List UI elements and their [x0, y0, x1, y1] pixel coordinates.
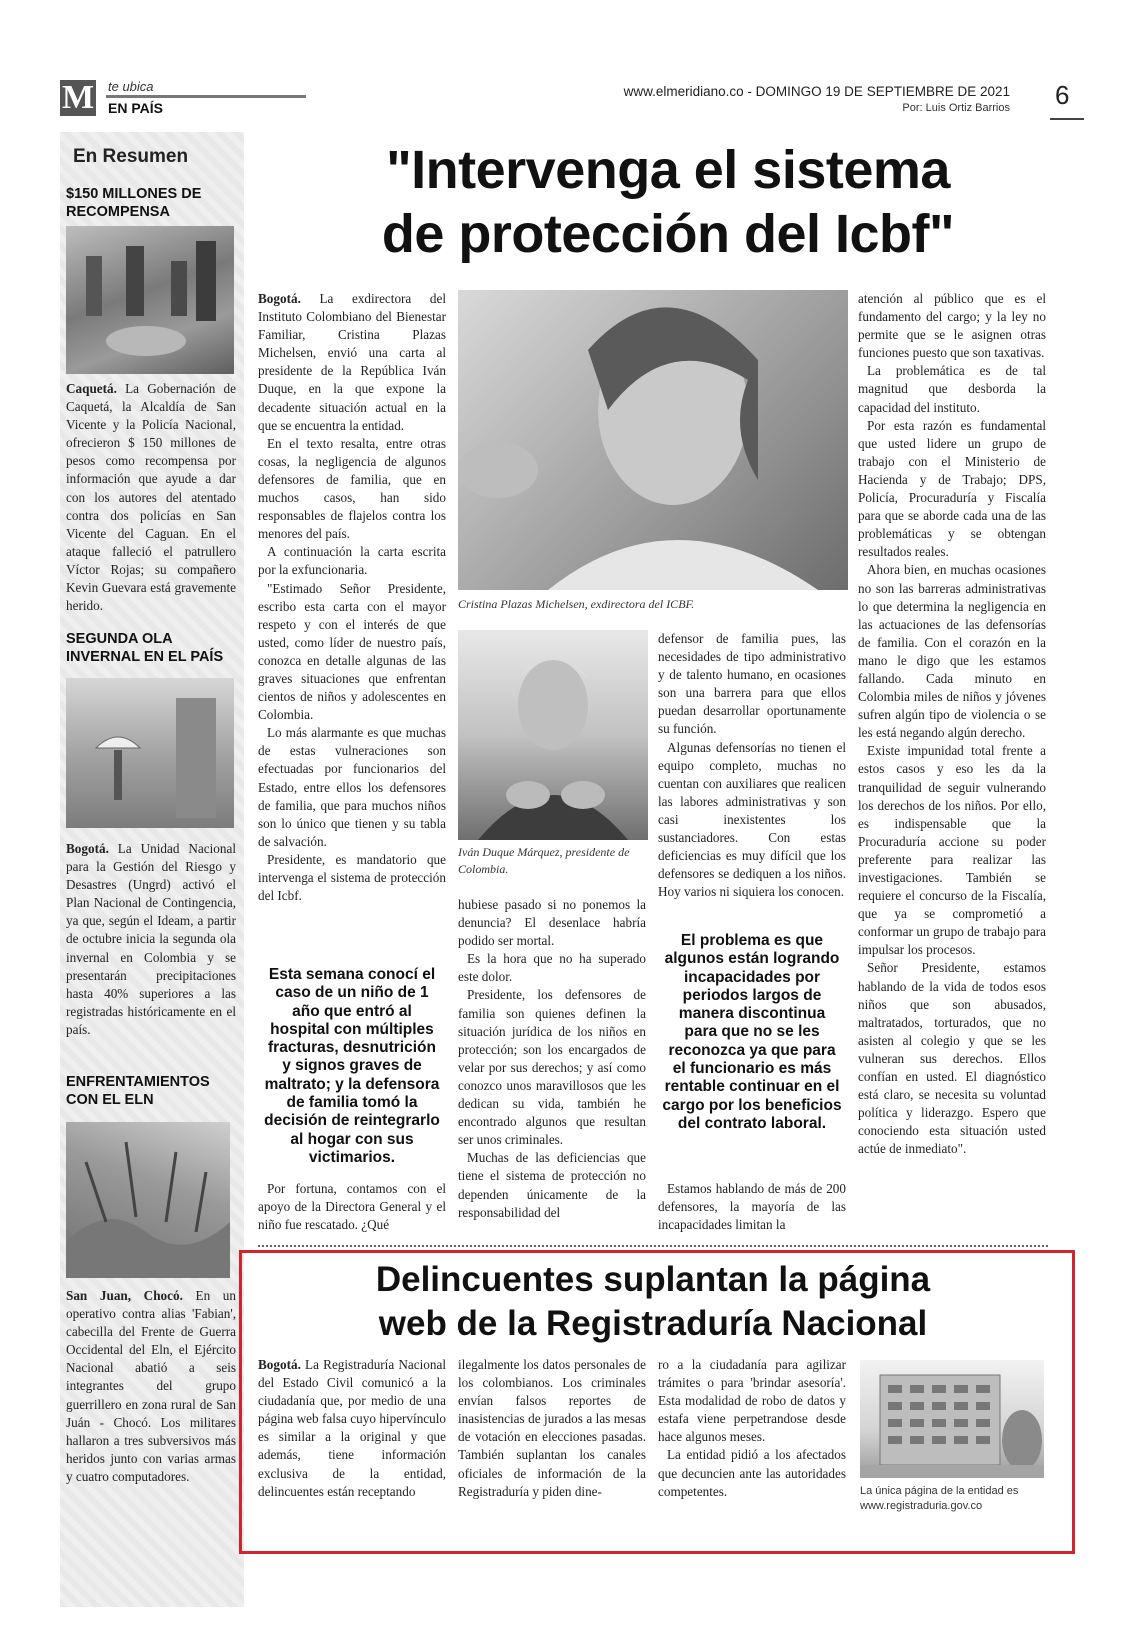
col3-para-1: defensor de familia pues, las necesidades de tipo administrativo y de talento humano, en ocasiones son una barrera para que ellos puedan desarrollar oportunamente su función. [658, 631, 846, 737]
col1-para-4: "Estimado Señor Presidente, escribo esta carta con el mayor respeto y con el interés de que usted, como líder de nuestro país, conozca en detalle algunas de las graves situaciones que enfrentan cientos de niños y adolescentes en Colombia. [258, 580, 446, 723]
sidebar-photo-crime-scene [66, 226, 234, 374]
byline: Por: Luis Ortiz Barrios [902, 102, 1010, 114]
col2-para-3: Presidente, los defensores de familia son quienes definen la situación jurídica de los niños en protección; son los encargados de velar por sus derechos; y así como conozco unos maravillosos que les dedican su vida, también he encontrado algunos que resultan ser unos criminales. [458, 987, 646, 1148]
page-number: 6 [1055, 80, 1070, 110]
second-col3-p2: La entidad pidió a los afectados que decuncien ante las autoridades competentes. [658, 1447, 846, 1499]
sidebar-photo-jungle [66, 1122, 230, 1278]
photo-cristina-caption: Cristina Plazas Michelsen, exdirectora del ICBF. [458, 597, 695, 611]
second-col1-text: La Registraduría Nacional del Estado Civil comunicó a la ciudadanía que, por medio de una página web falsa cuyo hipervínculo es similar a la original y que además, tiene información exclusiva de la entidad, delincuentes están receptando [258, 1357, 446, 1499]
sidebar-photo-rain [66, 678, 234, 828]
second-col1 [258, 1356, 446, 1501]
logo-letter: M [61, 79, 95, 116]
col4-para-1: atención al público que es el fundamento del cargo; y la ley no permite que se le asignen otras funciones puesto que son taxativas. [858, 291, 1046, 361]
second-col2-text: ilegalmente los datos personales de los colombianos. Los criminales envían falsos reportes de inasistencias de jurados a las mesas de votación en elecciones pasadas. También suplantan los canales oficiales de información de la Registraduría y piden dine- [458, 1357, 646, 1499]
col1-para-3: A continuación la carta escrita por la exfuncionaria. [258, 544, 446, 578]
sidebar-lead-3: San Juan, Chocó. [66, 1288, 183, 1303]
col4-para-5: Existe impunidad total frente a estos casos y eso les da la tranquilidad de seguir vulnerando los derechos de los niños. Por ello, es indispensable que la Procuraduría accione su poder preferente para realizar las investigaciones. También se requiere el concurso de la Fiscalía, que ya se comprometió a conformar un grupo de trabajo para impulsar los procesos. [858, 743, 1046, 958]
photo-cristina-plazas [458, 290, 848, 590]
masthead [0, 0, 1144, 125]
sidebar-text-3 [66, 1287, 236, 1486]
second-col3 [658, 1356, 846, 1501]
site-and-date: www.elmeridiano.co - DOMINGO 19 DE SEPTIEMBRE DE 2021 [623, 84, 1010, 99]
col4-para-4: Ahora bien, en muchas ocasiones no son las barreras administrativas lo que determina la negligencia en las actuaciones de las defensorías de familia. Con el corazón en la mano le digo que les estamos fallando. Cada minuto en Colombia miles de niños y jóvenes sufren algún tipo de violencia o se les está negando algún derecho. [858, 562, 1046, 741]
sidebar-heading-2: SEGUNDA OLA INVERNAL EN EL PAÍS [66, 631, 224, 665]
portrait-man-image [458, 630, 648, 840]
photo-registraduria-building [860, 1360, 1044, 1478]
sidebar-heading-1: $150 MILLONES DE RECOMPENSA [66, 186, 202, 220]
pull-quote-1: Esta semana conocí el caso de un niño de 1 año que entró al hospital con múltiples fracturas, desnutrición y signos graves de maltrato; y la defensora de familia tomó la decisión de reintegrarlo al hogar con sus victimarios. [264, 966, 440, 1166]
sidebar-text-1 [66, 380, 236, 615]
col3-tail: Estamos hablando de más de 200 defensores, la mayoría de las incapacidades limitan la [658, 1181, 846, 1233]
second-headline [258, 1258, 1048, 1346]
second-headline-line2: web de la Registraduría Nacional [378, 1304, 928, 1343]
second-lead: Bogotá. [258, 1357, 301, 1372]
sidebar-body-1: La Gobernación de Caquetá, la Alcaldía de San Vicente y la Policía Nacional, ofrecieron $ 150 millones de pesos como recompensa por información que ayude a dar con los autores del atentado contra dos policías en San Vicente del Caguan. En el ataque falleció el patrullero Víctor Rojas; su compañero Kevin Guevara está gravemente herido. [66, 381, 236, 614]
crime-scene-image [66, 226, 234, 374]
main-article-col2 [458, 896, 646, 1222]
col1-para-2: En el texto resalta, entre otras cosas, la negligencia de algunos defensores de familia, que en muchos casos, han sido responsables de flajelos contra los menores del país. [258, 435, 446, 542]
main-article-col1 [258, 290, 446, 905]
section-name: EN PAÍS [108, 100, 163, 116]
section-tagline: te ubica [108, 79, 154, 94]
pull-quote-2: El problema es que algunos están logrando incapacidades por periodos largos de manera discontinua para que no se les reconozca ya que para el funcionario es más rentable continuar en el cargo por los beneficios del contrato laboral. [662, 932, 842, 1132]
sidebar-heading-3: ENFRENTAMIENTOS CON EL ELN [66, 1074, 210, 1108]
second-col3-p1: ro a la ciudadanía para agilizar trámites o para 'brindar asesoría'. Esta modalidad de robo de datos y estafa viene perpetrandose desde hace algunos meses. [658, 1357, 846, 1445]
registraduria-caption-line1: La única página de la entidad es [860, 1485, 1019, 1497]
logo [60, 80, 96, 116]
second-headline-line1: Delincuentes suplantan la página [375, 1260, 931, 1299]
article-separator [258, 1245, 1048, 1247]
col4-para-3: Por esta razón es fundamental que usted lidere un grupo de trabajo con el Ministerio de Hacienda y de Trabajo; DPS, Policía, Procuraduría y Fiscalía para que se aborde cada una de las problemáticas y se obtengan resultados reales. [858, 417, 1046, 560]
photo-duque-caption: Iván Duque Márquez, presidente de Colombia. [458, 845, 630, 876]
rain-umbrella-image [66, 678, 234, 828]
col1-tail: Por fortuna, contamos con el apoyo de la Directora General y el niño fue rescatado. ¿Qué [258, 1181, 446, 1233]
col4-para-6: Señor Presidente, estamos hablando de la vida de todos esos niños que son abusados, maltratados, torturados, que no asisten al colegio y que se les vulneran sus derechos. Ellos confían en usted. El diagnóstico está claro, se necesita su voluntad política y liderazgo. Espero que conociendo esta situación usted actúe de inmediato". [858, 960, 1046, 1157]
sidebar-lead-2: Bogotá. [66, 841, 109, 856]
main-article-col3 [658, 630, 846, 901]
col2-para-1: hubiese pasado si no ponemos la denuncia? El desenlace habría podido ser mortal. [458, 897, 646, 949]
sidebar-lead-1: Caquetá. [66, 381, 117, 396]
photo-ivan-duque [458, 630, 648, 840]
main-article-col4 [858, 290, 1046, 1159]
sidebar-body-2: La Unidad Nacional para la Gestión del Riesgo y Desastres (Ungrd) activó el Plan Nacional de Contingencia, ya que, según el Ideam, a partir de octubre inicia la segunda ola invernal en Colombia y se presentarán precipitaciones hasta 40% superiores a las registradas históricamente en el país. [66, 841, 236, 1037]
col3-para-2: Algunas defensorías no tienen el equipo completo, muchas no cuentan con auxiliares que realicen las labores administrativas y son casi inexistentes los sustanciadores. Con estas deficiencias es muy difícil que los defensores se dediquen a los niños. Hoy varios ni siquiera los conocen. [658, 739, 846, 900]
sidebar-text-2 [66, 840, 236, 1039]
jungle-soldiers-image [66, 1122, 230, 1278]
sidebar-body-3: En un operativo contra alias 'Fabian', cabecilla del Frente de Guerra Occidental del Eln, el Ejército Nacional abatió a seis integrantes del grupo guerrillero en zona rural de San Juán - Chocó. Los militares hallaron a tres subversivos más heridos junto con varias armas y cuatro computadores. [66, 1288, 236, 1484]
building-image [860, 1360, 1044, 1478]
main-headline [258, 138, 1078, 266]
second-col2 [458, 1356, 646, 1501]
portrait-woman-image [458, 290, 848, 590]
registraduria-caption-line2: www.registraduria.gov.co [860, 1500, 983, 1512]
col2-para-2: Es la hora que no ha superado este dolor. [458, 951, 646, 985]
main-headline-line2: de protección del Icbf" [381, 204, 955, 264]
col4-para-2: La problemática es de tal magnitud que desborda la capacidad del instituto. [858, 363, 1046, 415]
col1-para-1: Bogotá. La exdirectora del Instituto Colombiano del Bienestar Familiar, Cristina Plazas Michelsen, envió una carta al presidente de la República Iván Duque, en la que expone la decadente situación actual en la que se encuentra la entidad. [258, 291, 446, 433]
main-headline-line1: "Intervenga el sistema [386, 140, 950, 200]
col1-para-5: Lo más alarmante es que muchas de estas vulneraciones son efectuadas por funcionarios del Estado, entre ellos los defensores de familia, que para muchos niños son lo único que tienen y su tabla de salvación. [258, 725, 446, 849]
col2-para-4: Muchas de las deficiencias que tiene el sistema de protección no dependen únicamente de la responsabilidad del [458, 1150, 646, 1220]
col1-para-6: Presidente, es mandatorio que intervenga el sistema de protección del Icbf. [258, 851, 446, 904]
page-number-rule [1050, 118, 1084, 120]
photo-registraduria-caption [860, 1484, 1050, 1514]
tagline-rule [106, 95, 306, 98]
sidebar-title: En Resumen [73, 146, 189, 167]
